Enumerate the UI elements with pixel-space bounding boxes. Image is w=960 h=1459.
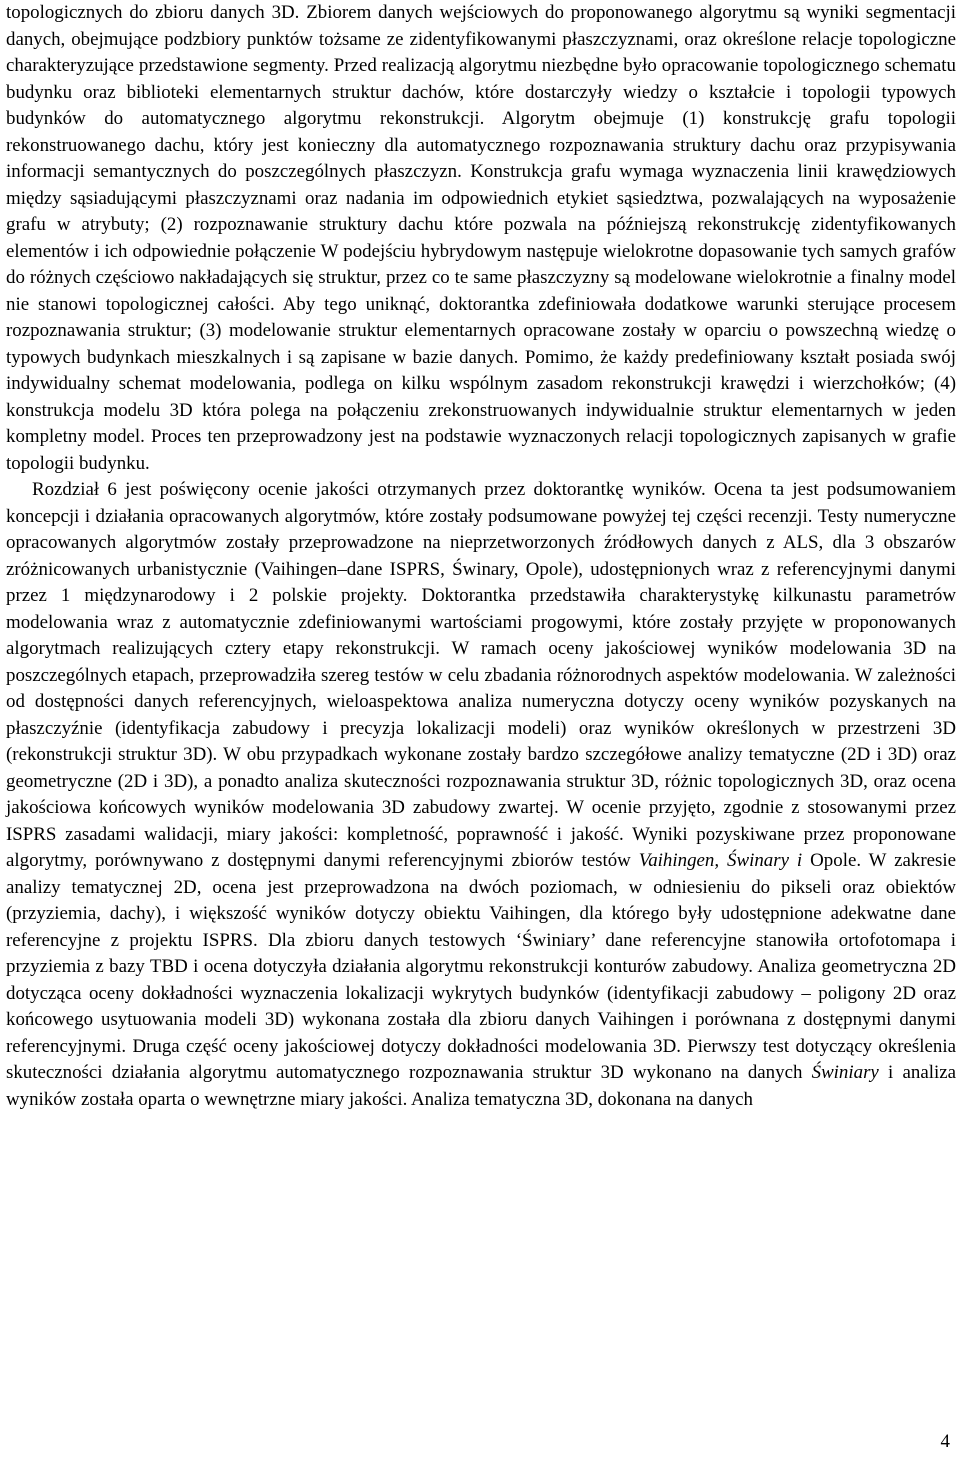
- italic-text-run: Vaihingen, Świnary i: [638, 850, 803, 871]
- text-run: Rozdział 6 jest poświęcony ocenie jakości otrzymanych przez doktorantkę wyników. Ocena ta jest podsumowaniem koncepcji i działania opracowanych algorytmów, które zostały podsumowane powyżej tej części recenzji. Testy numeryczne opracowanych algorytmów zostały przeprowadzone na nieprzetworzonych źródłowych danych z ALS, dla 3 obszarów zróżnicowanych urbanistycznie (Vaihingen–dane ISPRS, Świnary, Opole), udostępnionych wraz z referencyjnymi danymi przez 1 międzynarodowy i 2 polskie projekty. Doktorantka przedstawiła charakterystykę kilkunastu parametrów modelowania wraz z automatycznie zdefiniowanymi wartościami progowymi, które zostały przyjęte w proponowanych algorytmach realizujących cztery etapy rekonstrukcji. W ramach oceny jakościowej wyników modelowania 3D na poszczególnych etapach, przeprowadziła szereg testów w celu zbadania różnorodnych aspektów modelowania. W zależności od dostępności danych referencyjnych, wieloaspektowa analiza numeryczna dotyczy oceny wyników pozyskanych na płaszczyźnie (identyfikacja zabudowy i precyzja lokalizacji modeli) oraz wyników określonych w przestrzeni 3D (rekonstrukcji struktur 3D). W obu przypadkach wykonane zostały bardzo szczegółowe analizy tematyczne (2D i 3D) oraz geometryczne (2D i 3D), a ponadto analiza skuteczności rozpoznawania struktur 3D, różnic topologicznych 3D, oraz ocena jakościowa końcowych wyników modelowania 3D zabudowy zwartej. W ocenie przyjęto, zgodnie z stosowanymi przez ISPRS zasadami walidacji, miary jakości: kompletność, poprawność i jakość. Wyniki pozyskiwane przez proponowane algorytmy, porównywano z dostępnymi danymi referencyjnymi zbiorów testów: [6, 479, 956, 871]
- body-text: [6, 0, 956, 1113]
- paragraph: [6, 477, 956, 1113]
- text-run: i analiza wyników została oparta o wewnętrzne miary jakości. Analiza tematyczna 3D, dokonana na danych: [6, 1062, 956, 1110]
- paragraph: [6, 0, 956, 477]
- page-number: 4: [940, 1431, 950, 1452]
- text-run: Opole. W zakresie analizy tematycznej 2D, ocena jest przeprowadzona na dwóch poziomach, w odniesieniu do pikseli oraz obiektów (przyziemia, dachy), i większość wyników dotyczy obiektu Vaihingen, dla którego były udostępnione adekwatne dane referencyjne z projektu ISPRS. Dla zbioru danych testowych ‘Świniary’ dane referencyjne stanowiła ortofotomapa i przyziemia z bazy TBD i ocena dotyczyła działania algorytmu rekonstrukcji konturów zabudowy. Analiza geometryczna 2D dotycząca oceny dokładności wyznaczenia lokalizacji wykrytych budynków (identyfikacji zabudowy – poligony 2D oraz końcowego usytuowania modeli 3D) wykonana została dla zbioru danych Vaihingen i porównana z dostępnymi danymi referencyjnymi. Druga część oceny jakościowej dotyczy dokładności modelowania 3D. Pierwszy test dotyczący określenia skuteczności działania algorytmu automatycznego rozpoznawania struktur 3D wykonano na danych: [6, 850, 957, 1083]
- text-run: topologicznych do zbioru danych 3D. Zbiorem danych wejściowych do proponowanego algorytmu są wyniki segmentacji danych, obejmujące podzbiory punktów tożsame ze zidentyfikowanymi płaszczyznami, oraz określone relacje topologiczne charakteryzujące przedstawione segmenty. Przed realizacją algorytmu niezbędne było opracowanie topologicznego schematu budynku oraz biblioteki elementarnych struktur dachów, które dostarczyły wiedzy o kształcie i topologii typowych budynków do automatycznego algorytmu rekonstrukcji. Algorytm obejmuje (1) konstrukcję grafu topologii rekonstruowanego dachu, który jest konieczny dla automatycznego rozpoznawania struktury dachu oraz przypisywania informacji semantycznych do poszczególnych płaszczyzn. Konstrukcja grafu wymaga wyznaczenia linii krawędziowych między sąsiadującymi płaszczyznami oraz nadania im odpowiednich etykiet sąsiedztwa, pozwalających na wyposażenie grafu w atrybuty; (2) rozpoznawanie struktury dachu które pozwala na późniejszą rekonstrukcję zidentyfikowanych elementów i ich odpowiednie połączenie W podejściu hybrydowym następuje wielokrotne dopasowanie tych samych grafów do różnych częściowo nakładających się struktur, przez co te same płaszczyzny są modelowane wielokrotnie a finalny model nie stanowi topologicznej całości. Aby tego uniknąć, doktorantka zdefiniowała dodatkowe warunki sterujące procesem rozpoznawania struktur; (3) modelowanie struktur elementarnych opracowane zostały w oparciu o powszechną wiedzę o typowych budynkach mieszkalnych i są zapisane w bazie danych. Pomimo, że każdy predefiniowany kształt posiada swój indywidualny schemat modelowania, podlega on kilku wspólnym zasadom rekonstrukcji krawędzi i wierzchołków; (4) konstrukcja modelu 3D która polega na połączeniu zrekonstruowanych indywidualnie struktur elementarnych w jeden kompletny model. Proces ten przeprowadzony jest na podstawie wyznaczonych relacji topologicznych zapisanych w grafie topologii budynku.: [6, 2, 956, 474]
- italic-text-run: Świniary: [811, 1062, 879, 1083]
